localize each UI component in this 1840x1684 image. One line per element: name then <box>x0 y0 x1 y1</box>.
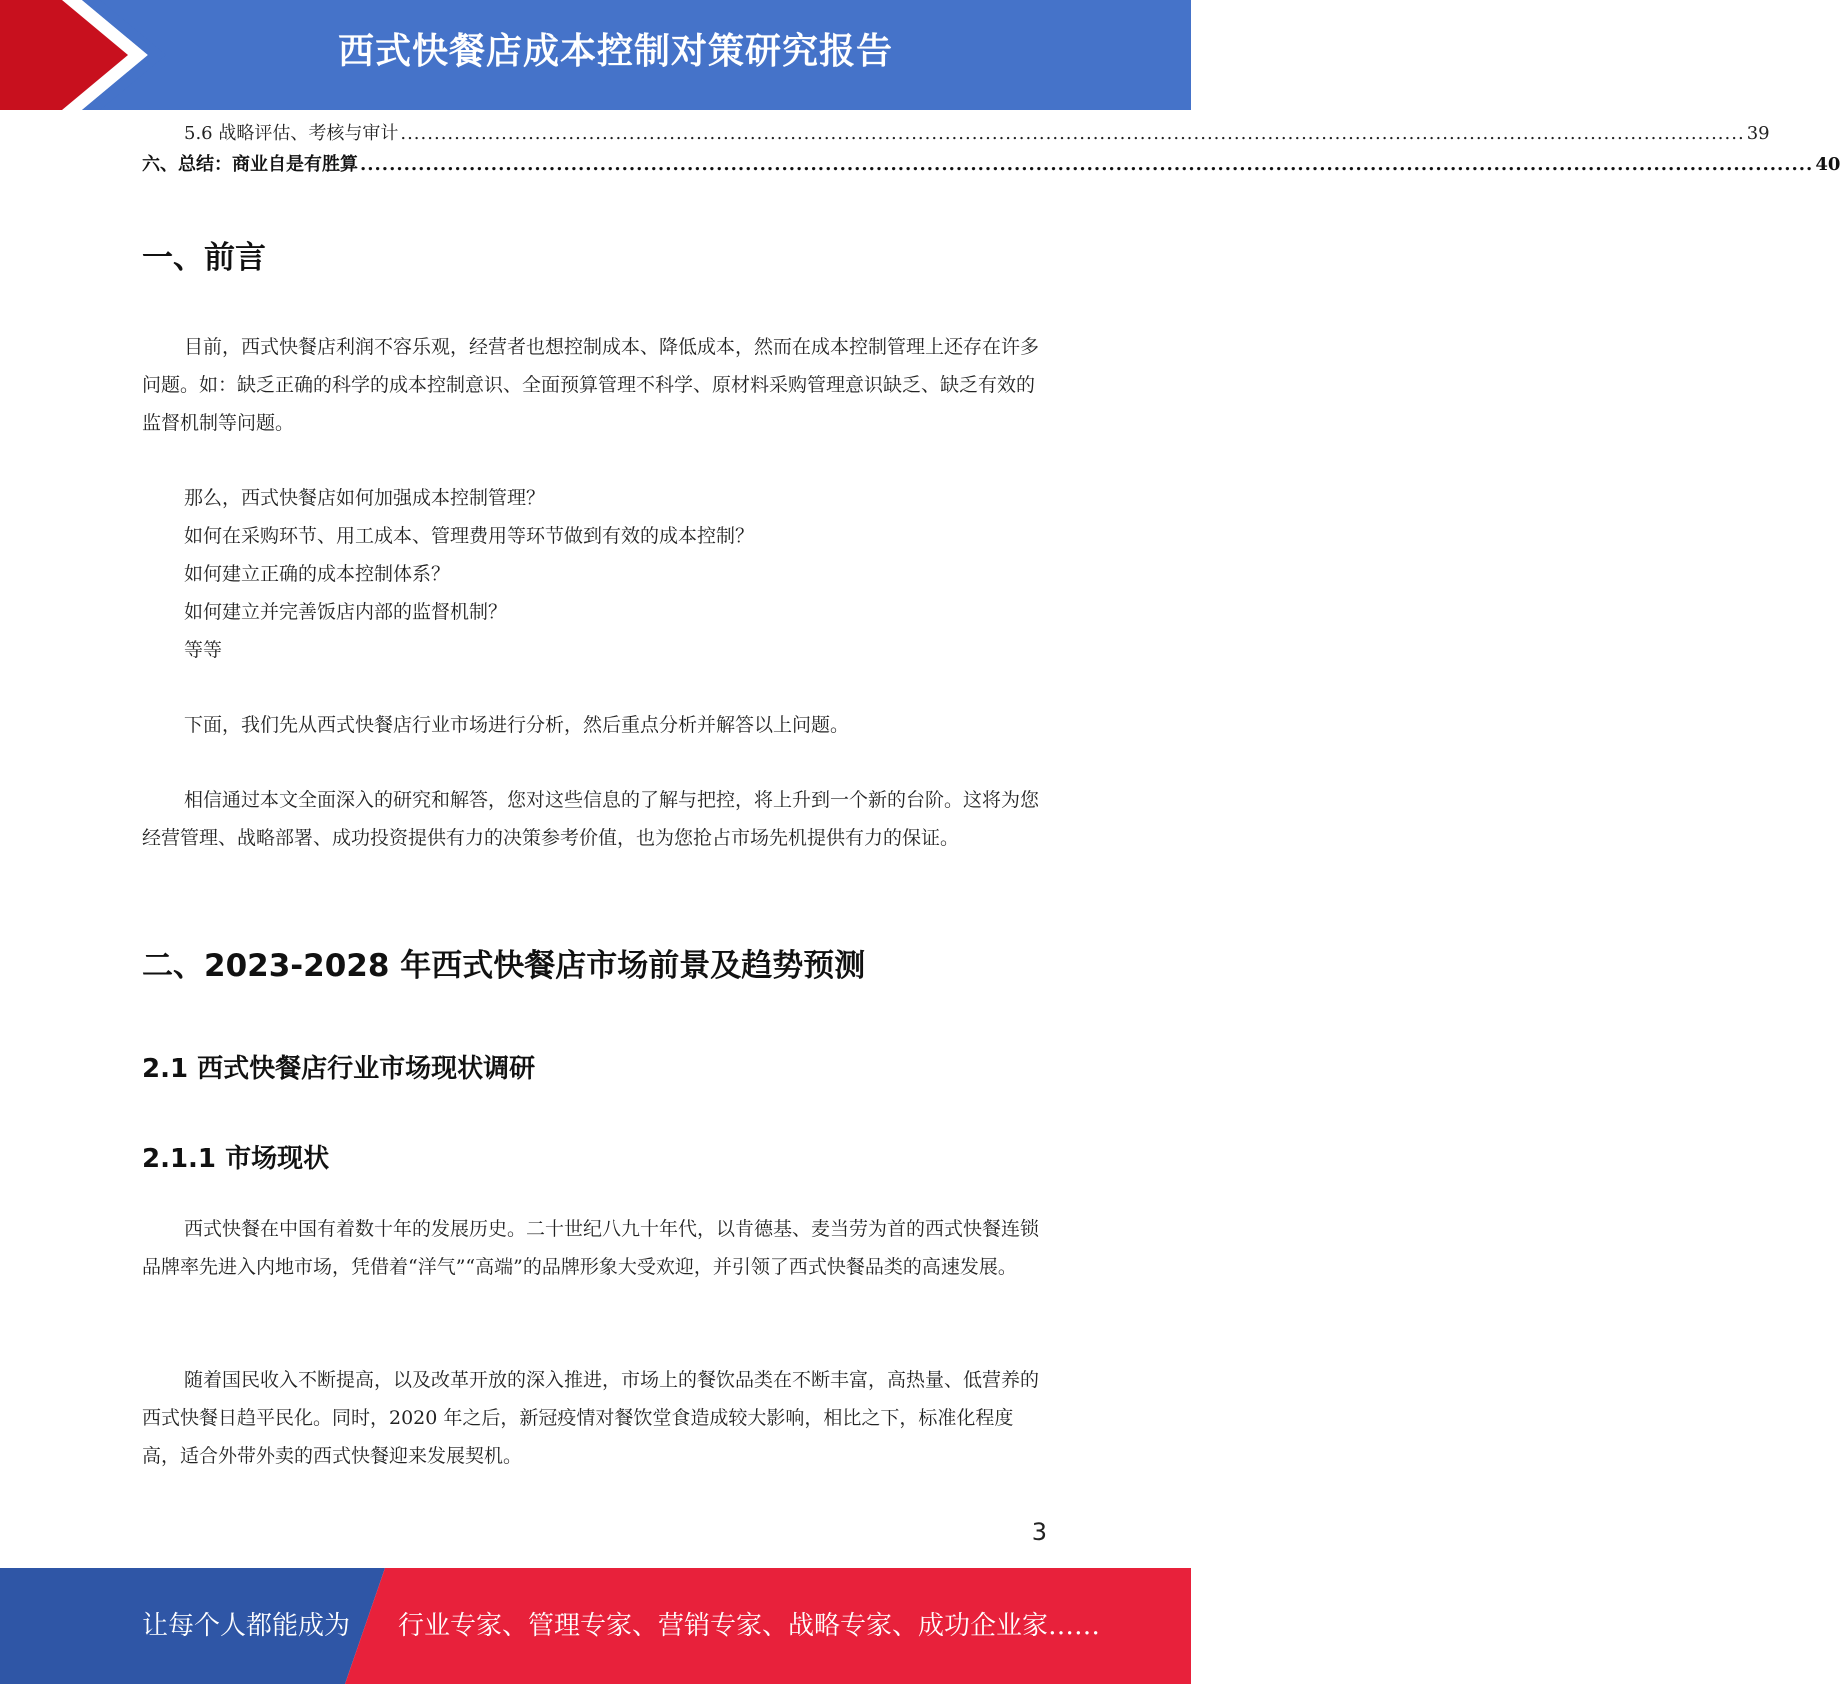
question-line: 如何建立正确的成本控制体系？ <box>184 563 451 585</box>
footer-slogan-left: 让每个人都能成为 <box>142 1611 351 1641</box>
question-line: 等等 <box>184 639 223 661</box>
toc-entry[interactable] <box>142 149 1840 180</box>
paragraph: 随着国民收入不断提高，以及改革开放的深入推进，市场上的餐饮品类在不断丰富，高热量、低营养的西式快餐日趋平民化。同时，2020 年之后，新冠疫情对餐饮堂食造成较大影响，相比之下，标准化程度高，适合外带外卖的西式快餐迎来发展契机。 <box>142 1369 1040 1467</box>
toc-entry-label: 5.6 战略评估、考核与审计 <box>184 123 399 144</box>
toc-entry-page: 40 <box>1815 154 1840 175</box>
question-line: 如何在采购环节、用工成本、管理费用等环节做到有效的成本控制？ <box>184 525 755 547</box>
subsection-heading: 2.1 西式快餐店行业市场现状调研 <box>142 1054 536 1084</box>
toc-leader-dots: ........................................................................................................................................................................................................ <box>400 123 1745 144</box>
paragraph: 西式快餐在中国有着数十年的发展历史。二十世纪八九十年代，以肯德基、麦当劳为首的西式快餐连锁品牌率先进入内地市场，凭借着“洋气”“高端”的品牌形象大受欢迎，并引领了西式快餐品类的高速发展。 <box>142 1218 1040 1278</box>
toc-leader-dots: ........................................................................................................................................................................................................ <box>360 154 1814 175</box>
toc-entry-label: 六、总结：商业自是有胜算 <box>142 154 358 175</box>
paragraph: 相信通过本文全面深入的研究和解答，您对这些信息的了解与把控，将上升到一个新的台阶。这将为您经营管理、战略部署、成功投资提供有力的决策参考价值，也为您抢占市场先机提供有力的保证。 <box>142 789 1040 849</box>
toc-entry[interactable] <box>142 118 1770 149</box>
toc-entry-page: 39 <box>1746 123 1770 144</box>
subsection-heading: 2.1.1 市场现状 <box>142 1144 330 1174</box>
footer-banner <box>0 1568 1191 1684</box>
header-banner <box>0 0 1191 110</box>
section-heading: 一、前言 <box>142 240 266 276</box>
question-line: 那么，西式快餐店如何加强成本控制管理？ <box>184 487 546 509</box>
footer-slogan-right: 行业专家、管理专家、营销专家、战略专家、成功企业家…… <box>398 1611 1101 1641</box>
report-title: 西式快餐店成本控制对策研究报告 <box>337 31 893 72</box>
paragraph: 目前，西式快餐店利润不容乐观，经营者也想控制成本、降低成本，然而在成本控制管理上还存在许多问题。如：缺乏正确的科学的成本控制意识、全面预算管理不科学、原材料采购管理意识缺乏、缺乏有效的监督机制等问题。 <box>142 336 1040 434</box>
paragraph: 下面，我们先从西式快餐店行业市场进行分析，然后重点分析并解答以上问题。 <box>184 714 850 736</box>
question-line: 如何建立并完善饭店内部的监督机制？ <box>184 601 508 623</box>
page-content <box>142 118 1840 180</box>
section-heading: 二、2023-2028 年西式快餐店市场前景及趋势预测 <box>142 948 866 984</box>
page-number: 3 <box>1031 1518 1047 1546</box>
